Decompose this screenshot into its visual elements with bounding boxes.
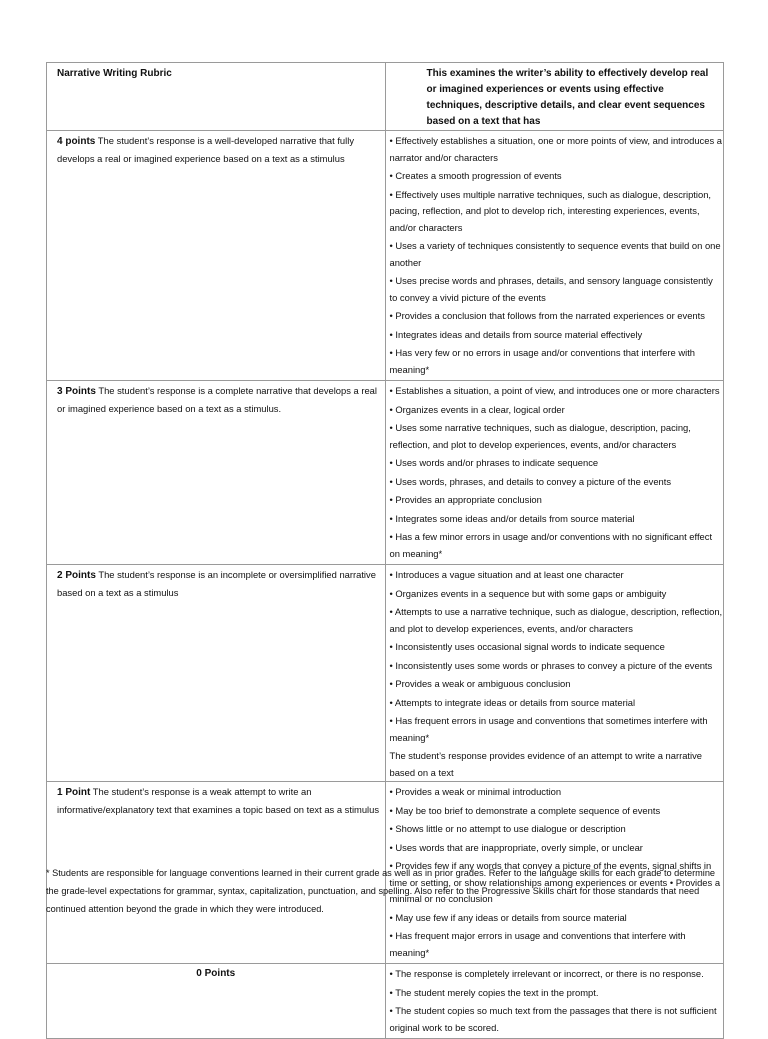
criterion: • May be too brief to demonstrate a complete sequence of events: [390, 803, 724, 820]
score-points: 3 Points: [57, 386, 96, 397]
criteria-list: [390, 133, 724, 378]
criteria-list: [390, 383, 724, 562]
criterion: • Uses words and/or phrases to indicate sequence: [390, 455, 724, 472]
criterion: • Attempts to use a narrative technique, such as dialogue, description, reflection, and plot to develop experiences, events, and/or characters: [390, 604, 724, 637]
score-description: The student’s response is a well-developed narrative that fully develops a real or imagined experience based on a text as a stimulus: [57, 135, 355, 164]
criterion: • Provides a conclusion that follows from the narrated experiences or events: [390, 308, 724, 325]
score-row-2: [47, 565, 724, 782]
score-cell-4: [47, 131, 386, 381]
criterion: • Establishes a situation, a point of view, and introduces one or more characters: [390, 383, 724, 400]
criterion: • Provides a weak or ambiguous conclusion: [390, 676, 724, 693]
criterion: • Provides few if any words that convey a picture of the events, signal shifts in time or setting, or show relationships among experiences or events • Provides a minimal or no conclusion: [390, 858, 724, 908]
score-row-3: [47, 381, 724, 565]
criterion: • Effectively establishes a situation, one or more points of view, and introduces a narrator and/or characters: [390, 133, 724, 166]
criteria-note: The student’s response provides evidence of an attempt to write a narrative based on a text: [389, 750, 703, 778]
criterion: • Organizes events in a clear, logical order: [390, 402, 724, 419]
score-points: 0 Points: [196, 968, 236, 979]
criterion: • Uses some narrative techniques, such as dialogue, description, pacing, reflection, and plot to develop experiences, events, and/or characters: [390, 420, 724, 453]
criterion: • Creates a smooth progression of events: [390, 168, 724, 185]
criteria-cell-3: [385, 381, 724, 565]
criterion: • Provides an appropriate conclusion: [390, 492, 724, 509]
score-points: 1 Point: [57, 787, 91, 798]
rubric-header-row: [47, 63, 724, 131]
criteria-list: [390, 567, 724, 746]
criterion: • May use few if any ideas or details from source material: [390, 910, 724, 927]
criterion: • Has frequent errors in usage and conventions that sometimes interfere with meaning*: [390, 713, 724, 746]
score-row-4: [47, 131, 724, 381]
score-description: The student’s response is an incomplete or oversimplified narrative based on a text as a stimulus: [57, 569, 376, 598]
score-row-0: [47, 964, 724, 1039]
criterion: • Integrates ideas and details from source material effectively: [390, 327, 724, 344]
score-cell-0: [47, 964, 386, 1039]
score-cell-2: [47, 565, 386, 782]
score-points: 2 Points: [57, 570, 96, 581]
score-description: The student’s response is a complete narrative that develops a real or imagined experience based on a text as a stimulus.: [57, 385, 377, 414]
footnote: * Students are responsible for language conventions learned in their current grade as well as in prior grades. Refer to the language skills for each grade to determine the grade-level expectations for grammar, syntax, capitalization, punctuation, and spelling. Also refer to the Progressive Skills chart for those standards that need continued attention beyond the grade in which they were introduced.: [46, 868, 716, 914]
criteria-cell-2: [385, 565, 724, 782]
criterion: • The student copies so much text from the passages that there is not sufficient original work to be scored.: [390, 1003, 724, 1036]
score-points: 4 points: [57, 136, 96, 147]
criterion: • Provides a weak or minimal introduction: [390, 784, 724, 801]
criterion: • Effectively uses multiple narrative techniques, such as dialogue, description, pacing, reflection, and plot to develop rich, interesting experiences, events, and/or characters: [390, 187, 724, 237]
criterion: • Inconsistently uses occasional signal words to indicate sequence: [390, 639, 724, 656]
criterion: • Attempts to integrate ideas or details from source material: [390, 695, 724, 712]
criterion: • The student merely copies the text in the prompt.: [390, 985, 724, 1002]
criterion: • Shows little or no attempt to use dialogue or description: [390, 821, 724, 838]
rubric-description: This examines the writer’s ability to effectively develop real or imagined experiences or events using effective techniques, descriptive details, and clear event sequences based on a text that has: [385, 63, 724, 131]
score-description: The student’s response is a weak attempt to write an informative/explanatory text that examines a topic based on text as a stimulus: [57, 786, 380, 815]
criterion: • Has very few or no errors in usage and/or conventions that interfere with meaning*: [390, 345, 724, 378]
criterion: • Integrates some ideas and/or details from source material: [390, 511, 724, 528]
criterion: • Uses words that are inappropriate, overly simple, or unclear: [390, 840, 724, 857]
criterion: • Has frequent major errors in usage and conventions that interfere with meaning*: [390, 928, 724, 961]
criteria-list: [390, 966, 724, 1036]
criterion: • Uses precise words and phrases, details, and sensory language consistently to convey a vivid picture of the events: [390, 273, 724, 306]
rubric-title: Narrative Writing Rubric: [47, 63, 386, 131]
criterion: • Introduces a vague situation and at least one character: [390, 567, 724, 584]
criterion: • Uses a variety of techniques consistently to sequence events that build on one another: [390, 238, 724, 271]
criterion: • Uses words, phrases, and details to convey a picture of the events: [390, 474, 724, 491]
criterion: • Has a few minor errors in usage and/or conventions with no significant effect on meaning*: [390, 529, 724, 562]
criterion: • The response is completely irrelevant or incorrect, or there is no response.: [390, 966, 724, 983]
criteria-cell-4: [385, 131, 724, 381]
criterion: • Organizes events in a sequence but with some gaps or ambiguity: [390, 586, 724, 603]
criteria-cell-0: [385, 964, 724, 1039]
criterion: • Inconsistently uses some words or phrases to convey a picture of the events: [390, 658, 724, 675]
score-cell-3: [47, 381, 386, 565]
